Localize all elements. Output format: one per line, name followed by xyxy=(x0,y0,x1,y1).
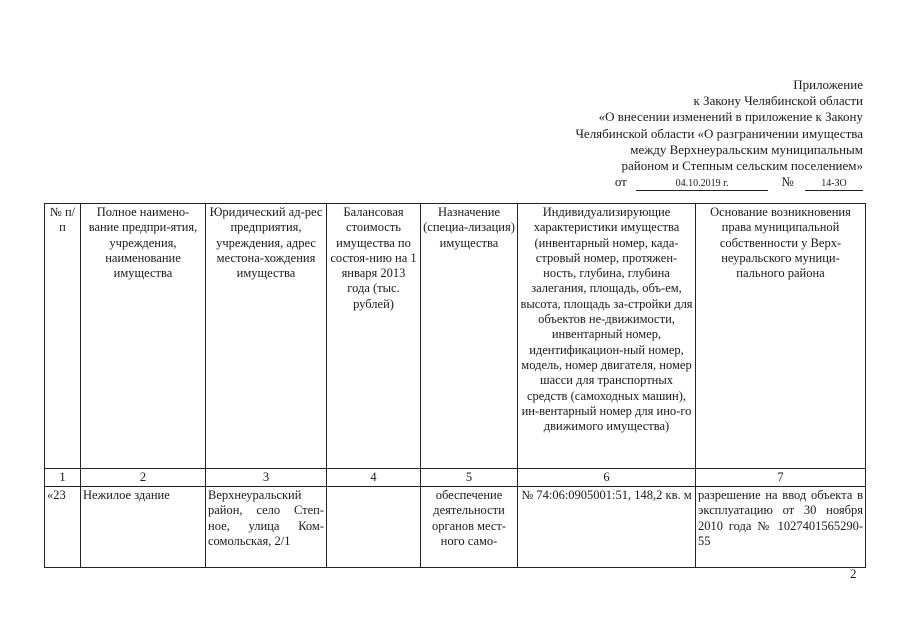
header-cell-characteristics: Индивидуализирующие характеристики имущества (инвентарный номер, када-стровый номер, протяжен-ность, глубина, глубина залегания, площадь, объ-ем, высота, площадь за-стройки для объектов не-движимости, инвентарный номер, идентификацион-ный номер, модель, номер двигателя, номер шасси для транспортных средств (самоходных машин), ин-вентарный номер для ино-го движимого имущества) xyxy=(518,204,696,469)
column-number: 2 xyxy=(81,469,206,487)
law-number: 14-ЗО xyxy=(805,178,863,191)
header-line-2: к Закону Челябинской области xyxy=(693,93,863,109)
header-line-1: Приложение xyxy=(793,77,863,92)
header-cell-address: Юридический ад-рес предприятия, учреждения, адрес местона-хождения имущества xyxy=(206,204,327,469)
property-table xyxy=(44,203,866,568)
property-address-cell: Верхнеуральский район, село Степ-ное, улица Ком-сомольская, 2/1 xyxy=(206,487,327,568)
row-number-cell: «23 xyxy=(45,487,81,568)
header-cell-balance: Балансовая стоимость имущества по состоя-нию на 1 января 2013 года (тыс. рублей) xyxy=(327,204,421,469)
header-cell-purpose: Назначение (специа-лизация) имущества xyxy=(421,204,518,469)
header-cell-name: Полное наимено-вание предпри-ятия, учреждения, наименование имущества xyxy=(81,204,206,469)
from-label: от xyxy=(614,174,627,190)
header-line-5: между Верхнеуральским муниципальным xyxy=(630,141,863,157)
header-line-4: Челябинской области «О разграничении имущества xyxy=(575,125,863,141)
header-cell-number: № п/п xyxy=(45,204,81,469)
column-number: 5 xyxy=(421,469,518,487)
column-number: 3 xyxy=(206,469,327,487)
column-number: 1 xyxy=(45,469,81,487)
header-line-6: районом и Степным сельским поселением» xyxy=(621,158,863,174)
column-number: 6 xyxy=(518,469,696,487)
balance-value-cell xyxy=(327,487,421,568)
page-number: 2 xyxy=(850,566,857,581)
characteristics-cell: № 74:06:0905001:51, 148,2 кв. м xyxy=(518,487,696,568)
table-row xyxy=(45,487,866,568)
column-number: 7 xyxy=(696,469,866,487)
property-name-cell: Нежилое здание xyxy=(81,487,206,568)
appendix-header xyxy=(523,77,863,191)
purpose-cell: обеспечение деятельности органов мест-ного само- xyxy=(421,487,518,568)
header-line-3: «О внесении изменений в приложение к Закону xyxy=(598,109,863,125)
header-cell-basis: Основание возникновения права муниципальной собственности у Верх-неуральского муници-пального района xyxy=(696,204,866,469)
column-number-row xyxy=(45,469,866,487)
number-label: № xyxy=(781,174,794,190)
ownership-basis-cell: разрешение на ввод объекта в эксплуатацию от 30 ноября 2010 года № 1027401565290-55 xyxy=(696,487,866,568)
column-number: 4 xyxy=(327,469,421,487)
table-header-row xyxy=(45,204,866,469)
law-date-number-line xyxy=(523,174,863,191)
law-date: 04.10.2019 г. xyxy=(636,178,768,191)
